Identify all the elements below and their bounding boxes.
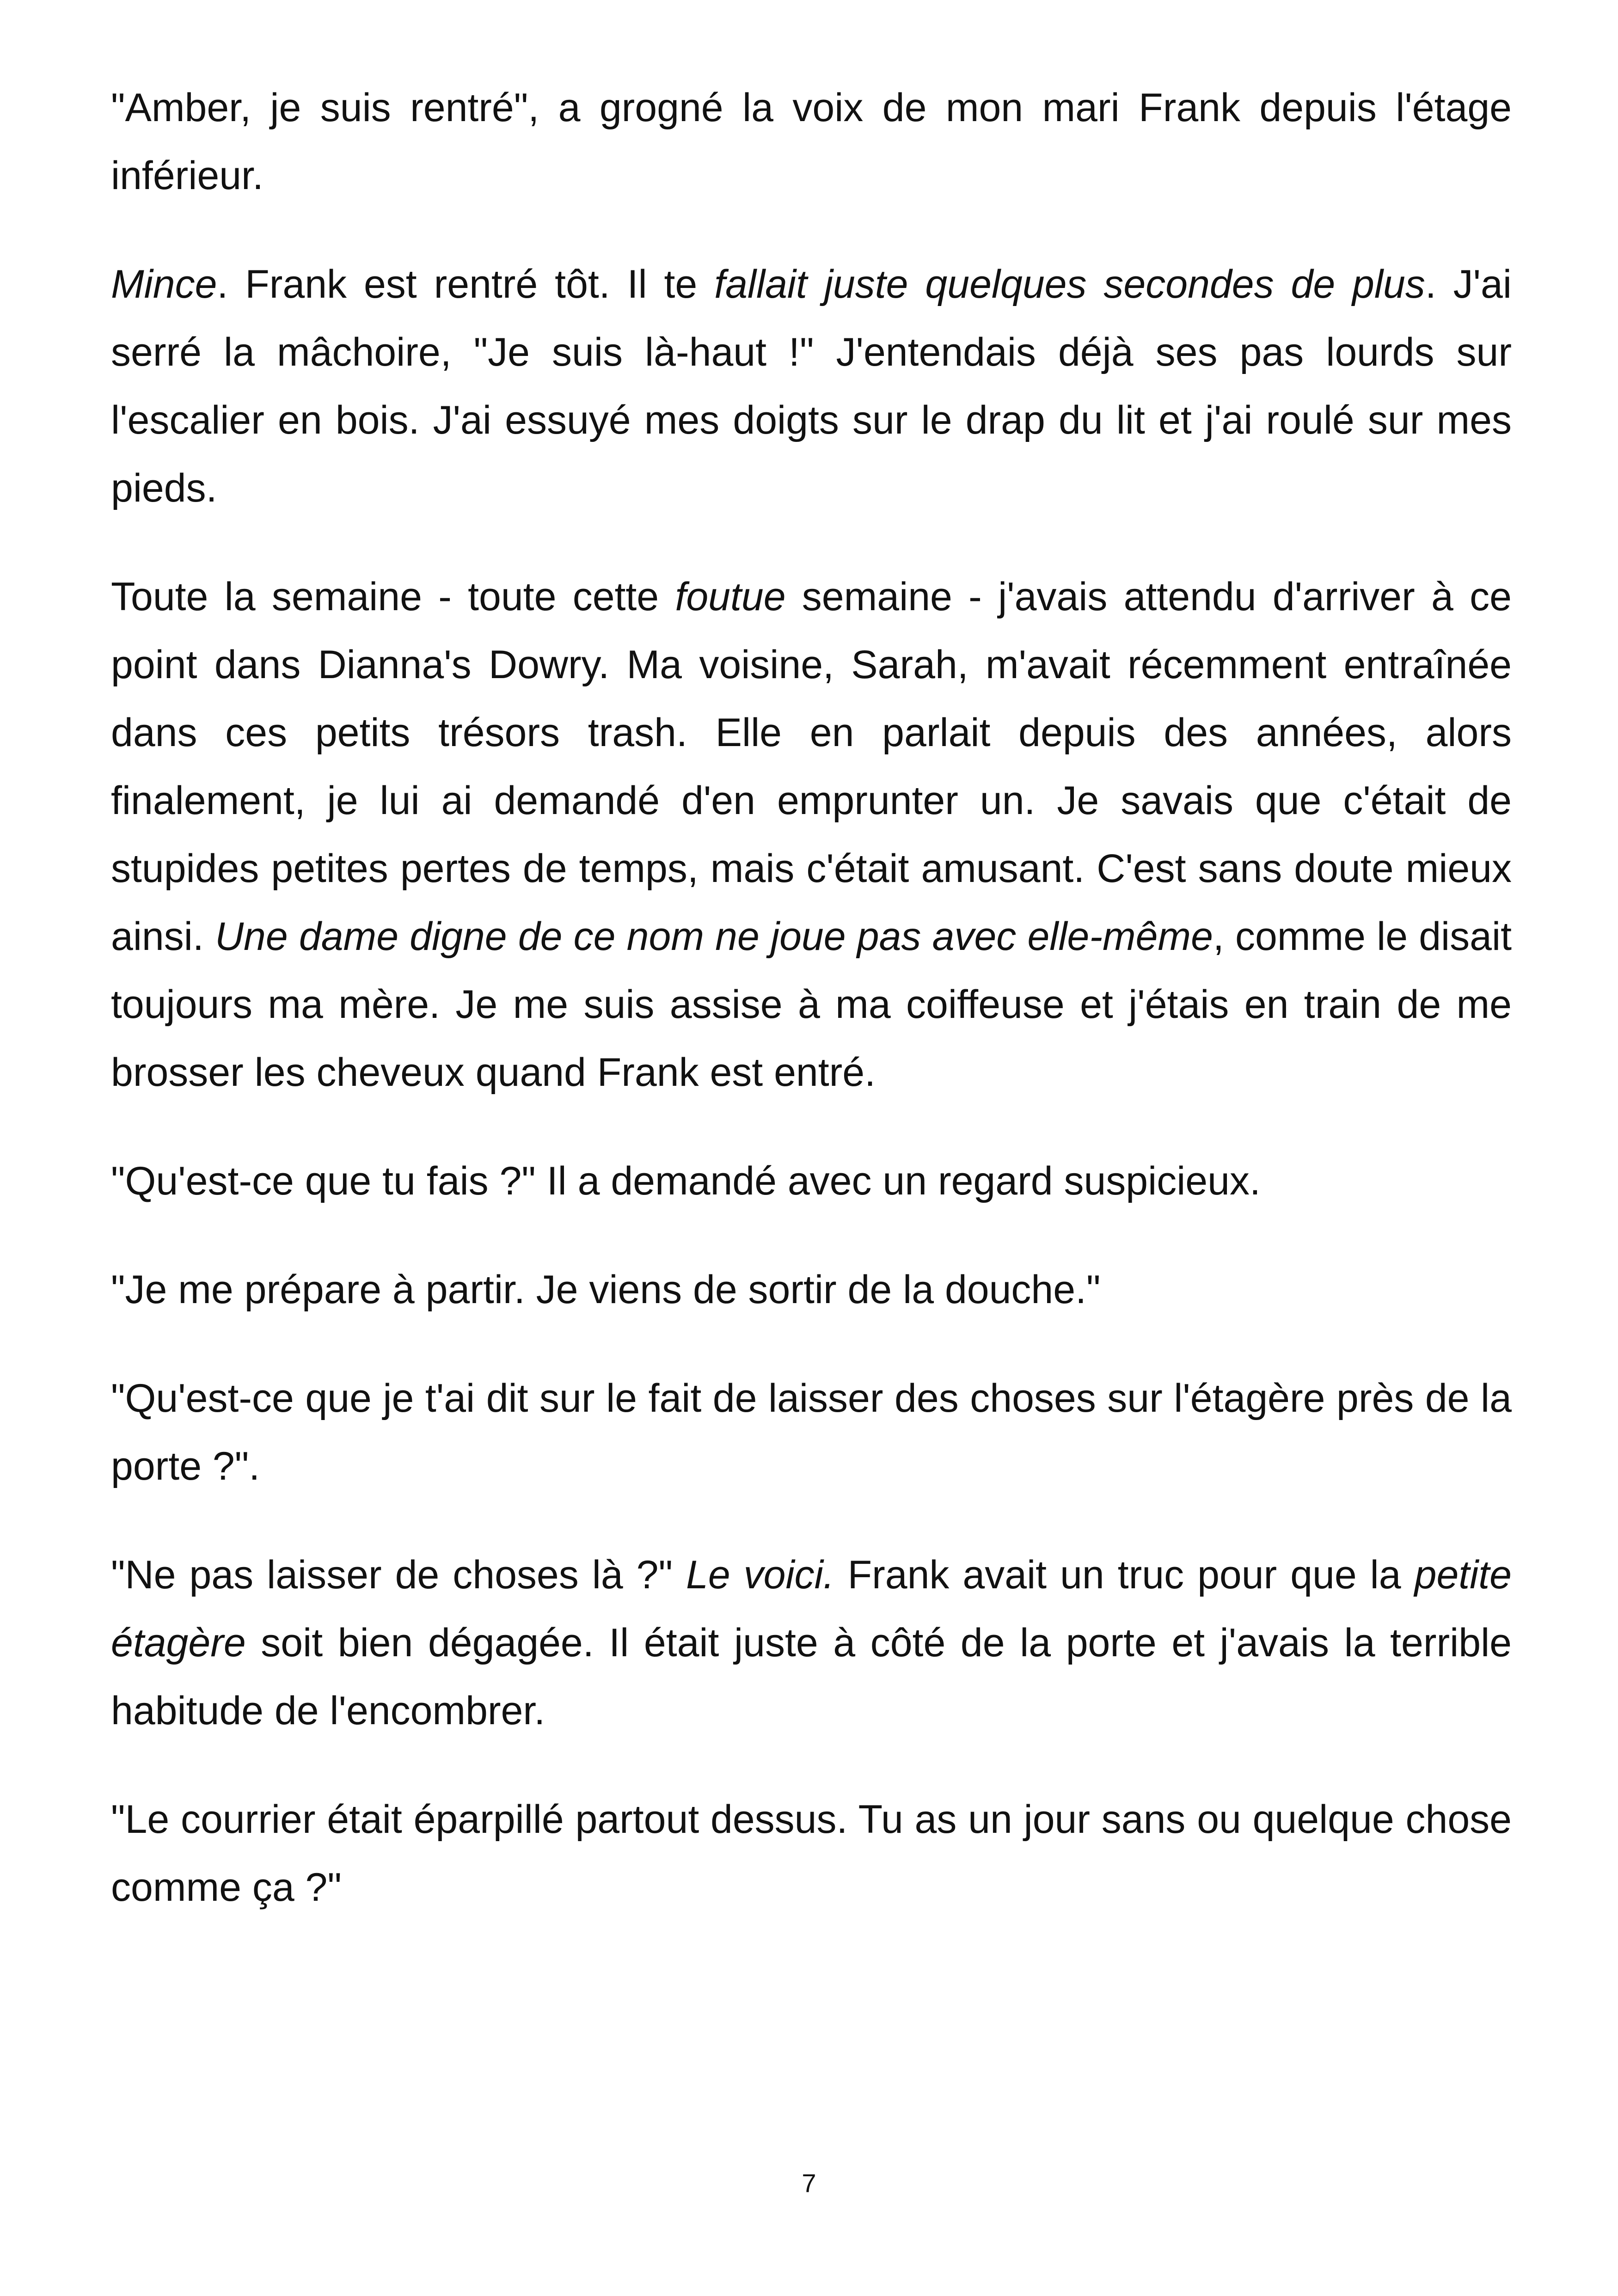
text-run: "Qu'est-ce que tu fais ?" Il a demandé avec un regard suspicieux.: [111, 1159, 1261, 1203]
text-run: "Amber, je suis rentré", a grogné la voix de mon mari Frank depuis l'étage inférieur.: [111, 86, 1512, 198]
paragraph: [111, 74, 1512, 210]
text-run: "Je me prépare à partir. Je viens de sortir de la douche.": [111, 1267, 1101, 1312]
italic-text-run: foutue: [675, 575, 786, 619]
text-run: Toute la semaine - toute cette: [111, 575, 675, 619]
paragraph: [111, 1147, 1512, 1215]
paragraph: [111, 251, 1512, 522]
text-run: "Le courrier était éparpillé partout dessus. Tu as un jour sans ou quelque chose comme ça ?": [111, 1797, 1512, 1910]
text-run: Frank avait un truc pour que la: [834, 1553, 1415, 1597]
paragraph: [111, 1541, 1512, 1745]
text-run: "Qu'est-ce que je t'ai dit sur le fait de laisser des choses sur l'étagère près de la porte ?".: [111, 1376, 1512, 1488]
paragraph: [111, 563, 1512, 1107]
paragraph: [111, 1256, 1512, 1324]
italic-text-run: petite étagère: [111, 1553, 1512, 1665]
italic-text-run: Une dame digne de ce nom ne joue pas avec elle-même: [215, 914, 1213, 959]
paragraph: [111, 1786, 1512, 1922]
text-run: "Ne pas laisser de choses là ?": [111, 1553, 686, 1597]
paragraph: [111, 1365, 1512, 1500]
italic-text-run: Mince: [111, 262, 217, 306]
text-run: . Frank est rentré tôt. Il te: [217, 262, 715, 306]
text-run: . J'ai serré la mâchoire, "Je suis là-haut !" J'entendais déjà ses pas lourds sur l'escalier en bois. J'ai essuyé mes doigts sur le drap du lit et j'ai roulé sur mes pieds.: [111, 262, 1512, 510]
page-number: 7: [802, 2168, 816, 2198]
text-run: semaine - j'avais attendu d'arriver à ce point dans Dianna's Dowry. Ma voisine, Sarah, m'avait récemment entraînée dans ces petits trésors trash. Elle en parlait depuis des années, alors finalement, je lui ai demandé d'en emprunter un. Je savais que c'était de stupides petites pertes de temps, mais c'était amusant. C'est sans doute mieux ainsi.: [111, 575, 1512, 959]
document-body: [111, 74, 1512, 1962]
italic-text-run: Le voici.: [686, 1553, 834, 1597]
text-run: , comme le disait toujours ma mère. Je me suis assise à ma coiffeuse et j'étais en train de me brosser les cheveux quand Frank est entré.: [111, 914, 1512, 1095]
italic-text-run: fallait juste quelques secondes de plus: [714, 262, 1425, 306]
text-run: soit bien dégagée. Il était juste à côté de la porte et j'avais la terrible habitude de l'encombrer.: [111, 1621, 1512, 1733]
